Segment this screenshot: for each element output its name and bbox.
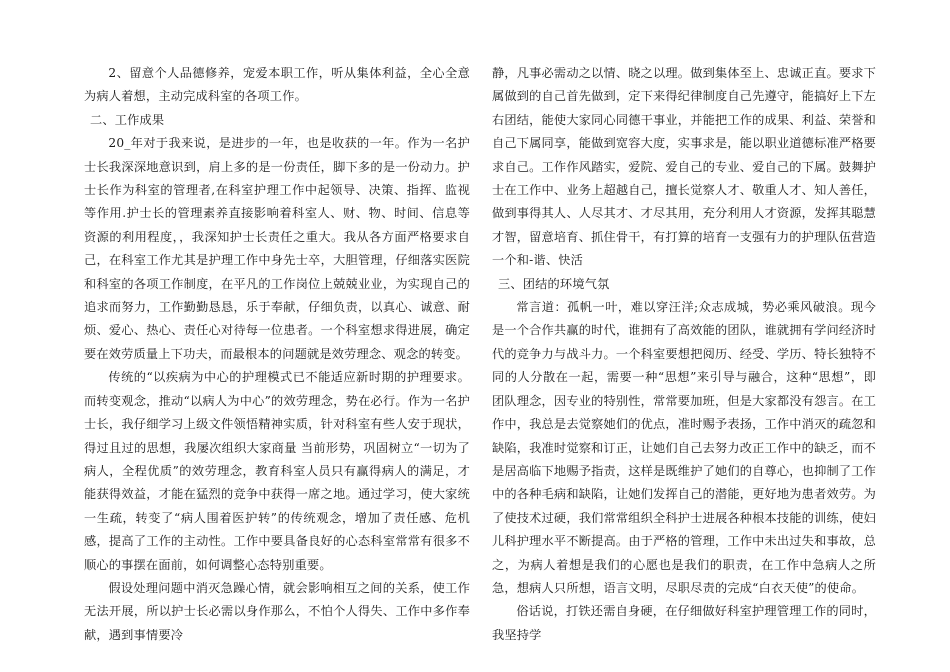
paragraph-problem-handling: 假设处理问题中消灭急躁心情，就会影响相互之间的关系，使工作无法开展，所以护士长必需以身作那么，不怕个人得失、工作中多作奉献，遇到事情要冷 bbox=[84, 580, 470, 642]
section-heading-team-atmosphere: 三、团结的环境气氛 bbox=[498, 276, 610, 291]
paragraph-year-review: 20_年对于我来说，是进步的一年，也是收获的一年。作为一名护士长我深深地意识到，肩上多的是一份责任，脚下多的是一份动力。护士长作为科室的管理者,在科室护理工作中起领导、决策、指挥、监视等作用.护士长的管理素养直接影响着科室人、财、物、时间、信息等资源的利用程度，，我深知护士长责任之重大。我从各方面严格要求自己，在科室工作尤其是护理工作中身先士卒，大胆管理，仔细落实医院和科室的各项工作制度，在平凡的工作岗位上兢兢业业，为实现自己的追求而努力，工作勤勤恳恳，乐于奉献，仔细负责，以真心、诚意、耐烦、爱心、热心、责任心对待每一位患者。一个科室想求得进展，确定要在效劳质量上下功夫，而最根本的问题就是效劳理念、观念的转变。 bbox=[84, 136, 470, 361]
paragraph-teamwork: 常言道：孤帆一叶，难以穿汪洋;众志成城，势必乘风破浪。现今是一个合作共赢的时代，谁拥有了高效能的团队，谁就拥有学问经济时代的竞争力与战斗力。一个科室要想把阅历、经受、学历、特长独特不同的人分散在一起，需要一种“思想”来引导与融合，这种“思想”，即团队理念，因专业的特别性，常常要加班，但是大家都没有怨言。在工作中，我总是去觉察她们的优点，准时赐予表扬，工作中消灭的疏忽和缺陷，我准时觉察和订正，让她们自己去努力改正工作中的缺乏，而不是居高临下地赐予指责，这样是既维护了她们的自尊心，也抑制了工作中的各种毛病和缺陷，让她们发挥自己的潜能，更好地为患者效劳。为了使技术过硬，我们常常组织全科护士进展各种根本技能的训练，使妇儿科护理水平不断提高。由于严格的管理，工作中未出过失和事故，总之，为病人着想是我们的心愿也是我们的职责，在工作中急病人之所急，想病人只所想，语言文明，尽职尽责的完成“白衣天使”的使命。 bbox=[492, 300, 877, 595]
paragraph-leadership-continued: 静，凡事必需动之以情、晓之以理。做到集体至上、忠诚正直。要求下属做到的自己首先做到，定下来得纪律制度自己先遵守，能搞好上下左右团结，能使大家同心同德干事业，并能把工作的成果、利益、荣誉和自己下属同享，能做到宽容大度，实事求是，能以职业道德标准严格要求自己。工作作风踏实，爱院、爱自己的专业、爱自己的下属。鼓舞护士在工作中、业务上超越自己，擅长觉察人才、敬重人才、知人善任，做到事得其人、人尽其才、才尽其用，充分利用人才资源，发挥其聪慧才智，留意培育、抓住骨干，有打算的培育一支强有力的护理队伍营造一个和-谐、快活 bbox=[492, 66, 877, 268]
paragraph-self-improvement: 俗话说，打铁还需自身硬，在仔细做好科室护理管理工作的同时，我坚持学 bbox=[492, 604, 876, 642]
paragraph-service-concept: 传统的“以疾病为中心的护理模式已不能适应新时期的护理要求。而转变观念，推动“以病人为中心”的效劳理念，势在必行。作为一名护士长，我仔细学习上级文件领悟精神实质，针对科室有些人安于现状，得过且过的思想，我屡次组织大家商量 当前形势，巩固树立“一切为了病人，全程优质”的效劳理念，教育科室人员只有赢得病人的满足，才能获得效益，才能在猛烈的竞争中获得一席之地。通过学习，使大家统一生疏，转变了“病人围着医护转”的传统观念，增加了责任感、危机感，提高了工作的主动性。工作中要具备良好的心态科室常常有很多不顺心的事摆在面前，如何调整心态特别重要。 bbox=[84, 370, 470, 572]
right-column bbox=[492, 62, 876, 647]
paragraph-moral-cultivation: 2、留意个人品德修养，宠爱本职工作，听从集体利益，全心全意为病人着想，主动完成科室的各项工作。 bbox=[84, 66, 470, 104]
left-column bbox=[84, 62, 470, 647]
section-heading-work-results: 二、工作成果 bbox=[90, 112, 165, 127]
